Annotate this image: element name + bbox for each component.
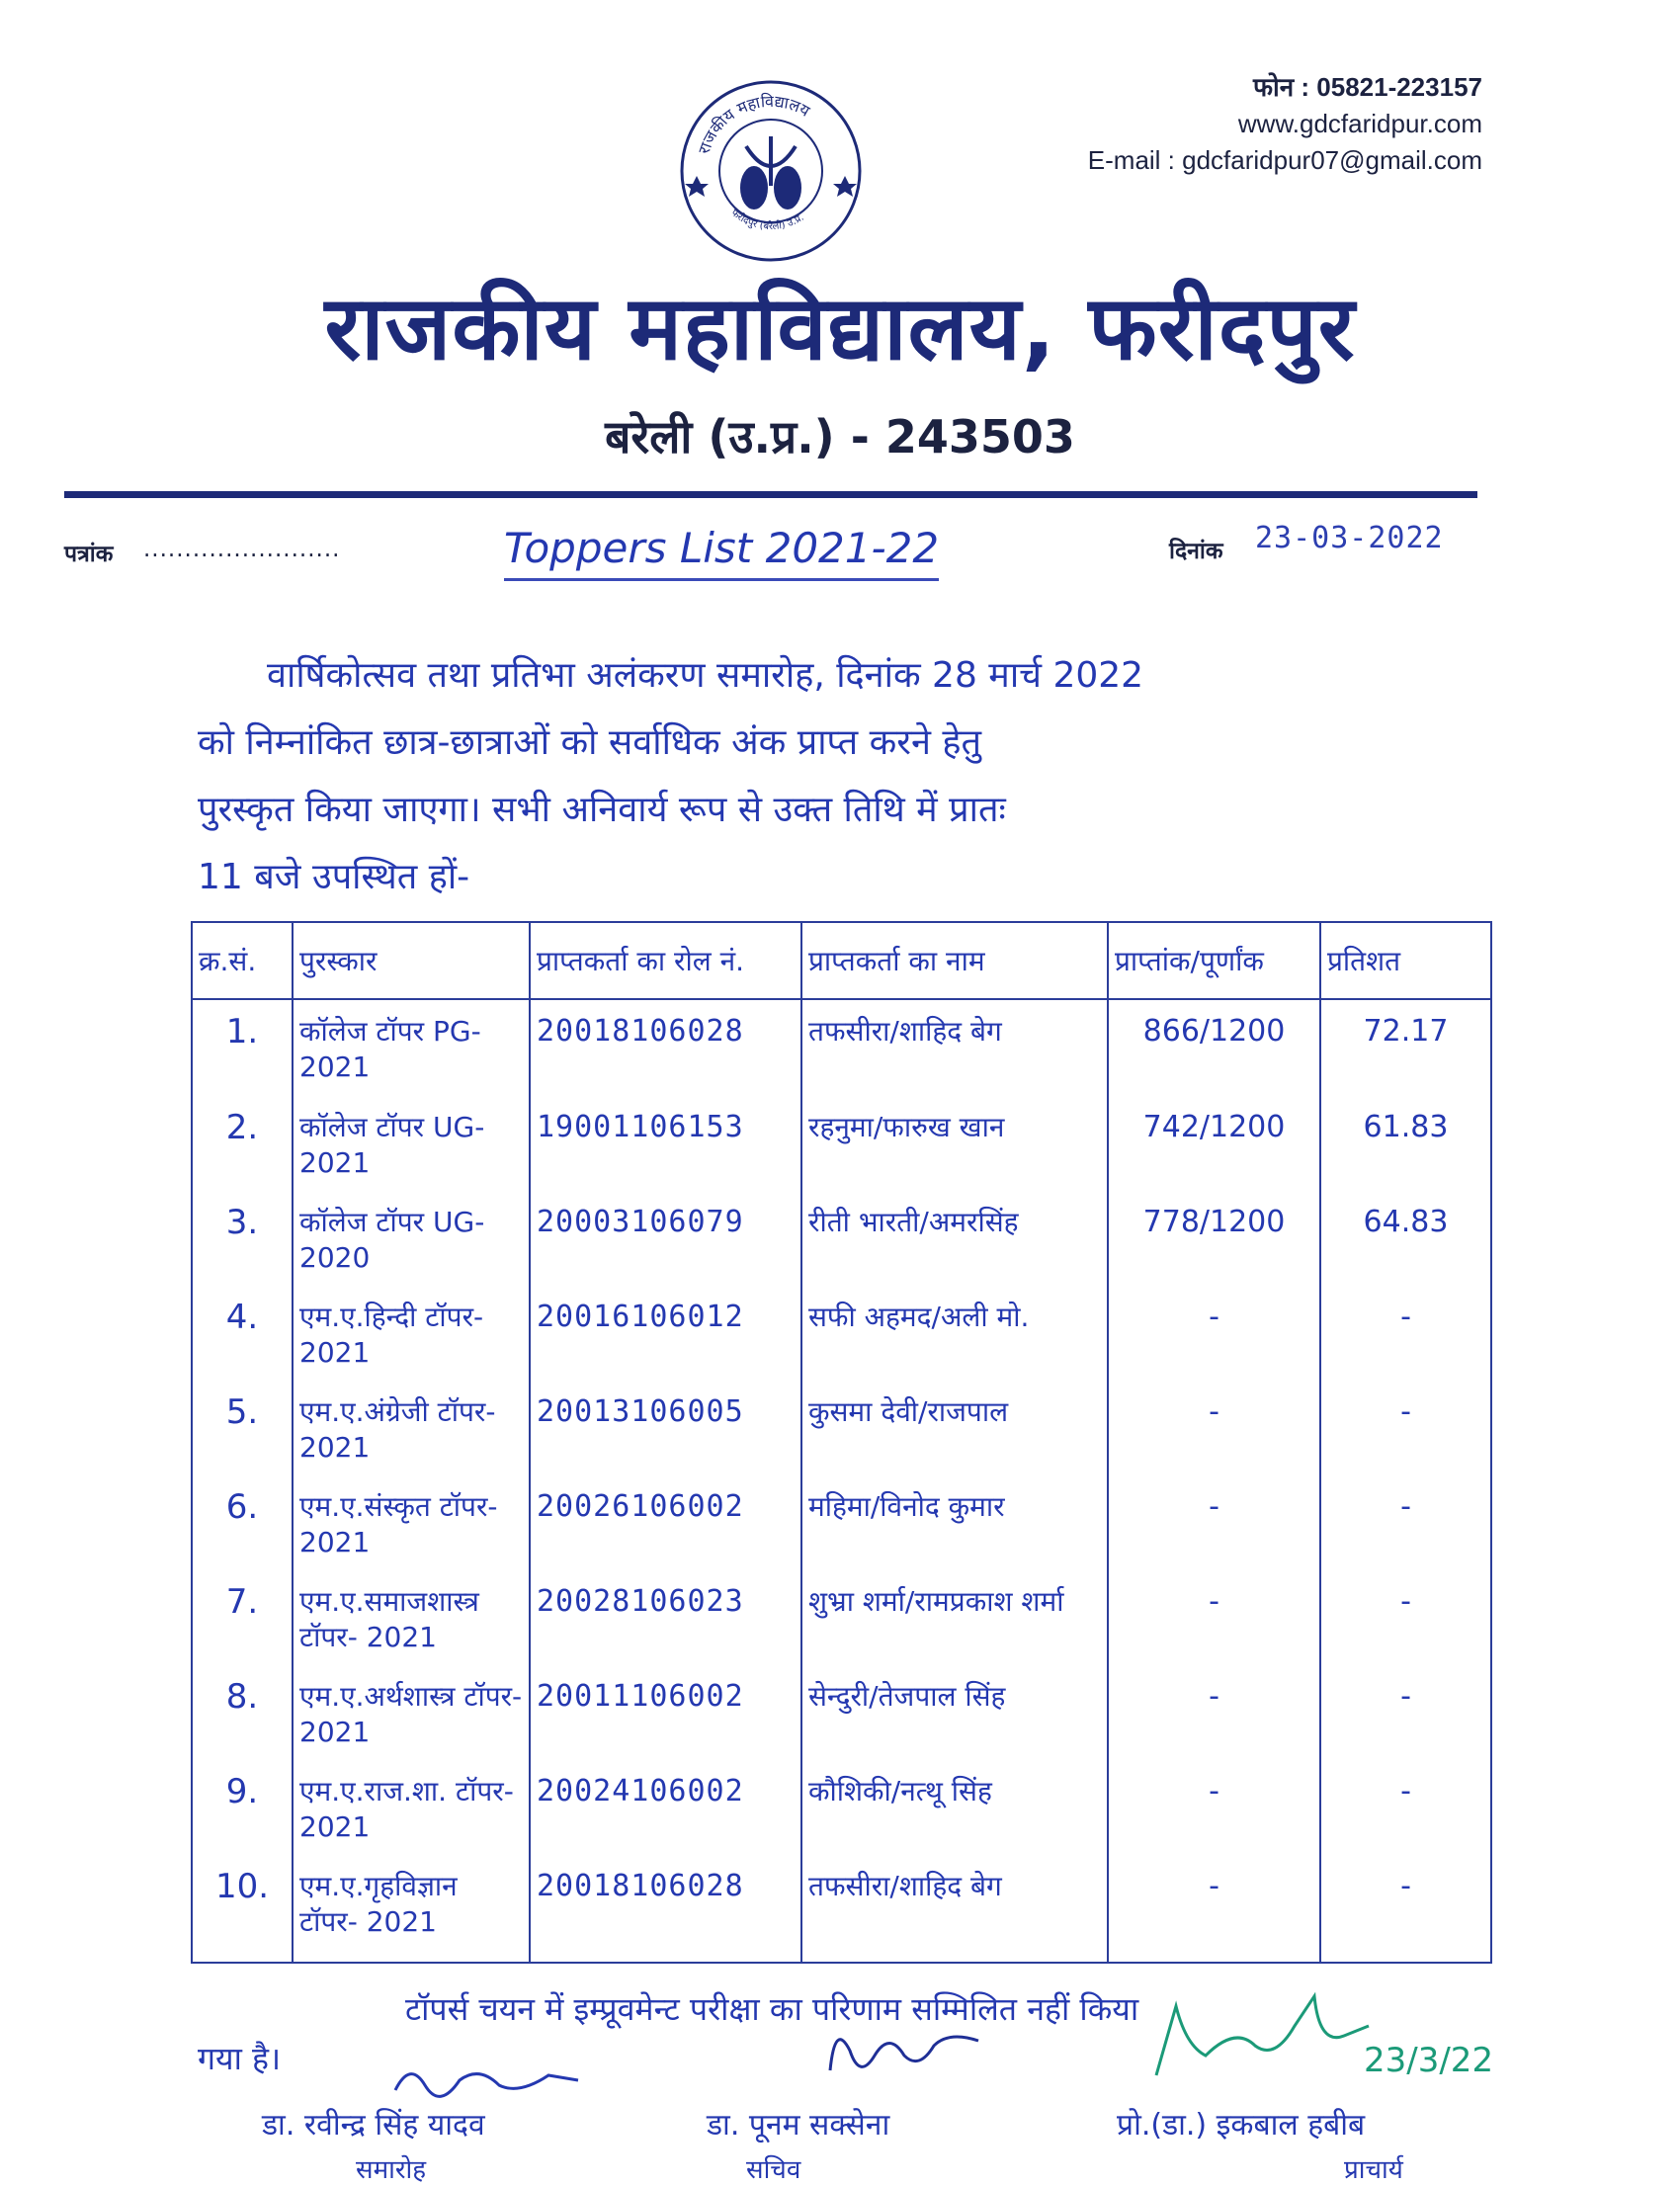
signature-3-role: प्राचार्य xyxy=(1344,2155,1403,2185)
toppers-table xyxy=(191,921,1492,1964)
signature-2-mark xyxy=(820,2011,988,2090)
cell-roll: 20018106028 xyxy=(530,999,801,1108)
college-address: बरेली (उ.प्र.) - 243503 xyxy=(605,410,1075,463)
col-header-marks: प्राप्तांक/पूर्णांक xyxy=(1108,922,1320,999)
table-header-row xyxy=(192,922,1491,999)
cell-award: एम.ए.संस्कृत टॉपर- 2021 xyxy=(293,1487,530,1582)
college-seal xyxy=(677,77,865,265)
cell-name: शुभ्रा शर्मा/रामप्रकाश शर्मा xyxy=(801,1582,1108,1677)
cell-marks: 742/1200 xyxy=(1108,1108,1320,1203)
table-row xyxy=(192,1203,1491,1298)
seal-bottom-text: फरीदपुर (बरेली) उ.प्र. xyxy=(728,208,806,233)
cell-name: रीती भारती/अमरसिंह xyxy=(801,1203,1108,1298)
header-divider xyxy=(64,491,1477,498)
date-value: 23-03-2022 xyxy=(1255,521,1444,555)
cell-name: रहनुमा/फारुख खान xyxy=(801,1108,1108,1203)
ref-number-blank: ........................ xyxy=(143,537,341,562)
signature-1-role: समारोह xyxy=(356,2155,427,2185)
signature-3-name: प्रो.(डा.) इकबाल हबीब xyxy=(1117,2108,1366,2143)
cell-award: एम.ए.गृहविज्ञान टॉपर- 2021 xyxy=(293,1867,530,1963)
cell-award: कॉलेज टॉपर UG- 2020 xyxy=(293,1203,530,1298)
cell-sno: 2. xyxy=(192,1108,293,1203)
cell-percent: - xyxy=(1320,1392,1491,1487)
cell-roll: 20024106002 xyxy=(530,1772,801,1867)
table-row xyxy=(192,1108,1491,1203)
cell-name: कौशिकी/नत्थू सिंह xyxy=(801,1772,1108,1867)
cell-name: महिमा/विनोद कुमार xyxy=(801,1487,1108,1582)
cell-percent: - xyxy=(1320,1867,1491,1963)
cell-roll: 20028106023 xyxy=(530,1582,801,1677)
cell-sno: 4. xyxy=(192,1298,293,1392)
cell-marks: - xyxy=(1108,1487,1320,1582)
cell-marks: - xyxy=(1108,1677,1320,1772)
cell-award: एम.ए.राज.शा. टॉपर- 2021 xyxy=(293,1772,530,1867)
signature-3-date: 23/3/22 xyxy=(1364,2041,1494,2080)
cell-roll: 19001106153 xyxy=(530,1108,801,1203)
seal-top-text: राजकीय महाविद्यालय xyxy=(694,91,813,157)
cell-percent: 61.83 xyxy=(1320,1108,1491,1203)
col-header-sno: क्र.सं. xyxy=(192,922,293,999)
cell-sno: 10. xyxy=(192,1867,293,1963)
paragraph-line: पुरस्कृत किया जाएगा। सभी अनिवार्य रूप से उक्त तिथि में प्रातः xyxy=(198,790,1006,830)
table-row xyxy=(192,1582,1491,1677)
cell-roll: 20026106002 xyxy=(530,1487,801,1582)
cell-name: तफसीरा/शाहिद बेग xyxy=(801,999,1108,1108)
cell-marks: - xyxy=(1108,1298,1320,1392)
college-name: राजकीय महाविद्यालय, फरीदपुर xyxy=(324,277,1356,380)
cell-marks: - xyxy=(1108,1582,1320,1677)
cell-sno: 7. xyxy=(192,1582,293,1677)
table-row xyxy=(192,1487,1491,1582)
signature-1-name: डा. रवीन्द्र सिंह यादव xyxy=(262,2108,485,2143)
cell-sno: 5. xyxy=(192,1392,293,1487)
paragraph-line: 11 बजे उपस्थित हों- xyxy=(198,857,470,897)
cell-roll: 20013106005 xyxy=(530,1392,801,1487)
cell-roll: 20003106079 xyxy=(530,1203,801,1298)
phone-number: फोन : 05821-223157 xyxy=(1252,72,1482,102)
note-line: गया है। xyxy=(198,2040,282,2077)
cell-marks: - xyxy=(1108,1867,1320,1963)
col-header-roll: प्राप्तकर्ता का रोल नं. xyxy=(530,922,801,999)
cell-roll: 20011106002 xyxy=(530,1677,801,1772)
col-header-name: प्राप्तकर्ता का नाम xyxy=(801,922,1108,999)
signature-1-mark xyxy=(390,2056,588,2105)
table-row xyxy=(192,999,1491,1108)
email-link[interactable]: E-mail : gdcfaridpur07@gmail.com xyxy=(1087,145,1482,175)
cell-marks: - xyxy=(1108,1392,1320,1487)
cell-sno: 6. xyxy=(192,1487,293,1582)
cell-sno: 8. xyxy=(192,1677,293,1772)
col-header-percent: प्रतिशत xyxy=(1320,922,1491,999)
cell-marks: 778/1200 xyxy=(1108,1203,1320,1298)
cell-sno: 1. xyxy=(192,999,293,1108)
cell-percent: - xyxy=(1320,1772,1491,1867)
cell-percent: - xyxy=(1320,1677,1491,1772)
cell-award: एम.ए.हिन्दी टॉपर- 2021 xyxy=(293,1298,530,1392)
table-row xyxy=(192,1392,1491,1487)
cell-award: कॉलेज टॉपर UG- 2021 xyxy=(293,1108,530,1203)
signature-3-mark xyxy=(1146,1986,1374,2085)
cell-sno: 9. xyxy=(192,1772,293,1867)
cell-marks: - xyxy=(1108,1772,1320,1867)
announcement-paragraph xyxy=(198,642,1512,911)
cell-name: सेन्दुरी/तेजपाल सिंह xyxy=(801,1677,1108,1772)
cell-percent: 72.17 xyxy=(1320,999,1491,1108)
cell-name: सफी अहमद/अली मो. xyxy=(801,1298,1108,1392)
cell-name: कुसमा देवी/राजपाल xyxy=(801,1392,1108,1487)
table-row xyxy=(192,1867,1491,1963)
signature-2-name: डा. पूनम सक्सेना xyxy=(707,2108,890,2143)
website-link[interactable]: www.gdcfaridpur.com xyxy=(1237,109,1482,138)
paragraph-line: को निम्नांकित छात्र-छात्राओं को सर्वाधिक अंक प्राप्त करने हेतु xyxy=(198,722,982,763)
table-row xyxy=(192,1677,1491,1772)
paragraph-line: वार्षिकोत्सव तथा प्रतिभा अलंकरण समारोह, दिनांक 28 मार्च 2022 xyxy=(267,655,1144,696)
document-title: Toppers List 2021-22 xyxy=(504,524,939,581)
cell-award: कॉलेज टॉपर PG- 2021 xyxy=(293,999,530,1108)
cell-percent: - xyxy=(1320,1582,1491,1677)
cell-marks: 866/1200 xyxy=(1108,999,1320,1108)
col-header-award: पुरस्कार xyxy=(293,922,530,999)
date-label: दिनांक xyxy=(1169,539,1223,564)
ref-number-label: पत्रांक xyxy=(64,542,114,567)
cell-roll: 20016106012 xyxy=(530,1298,801,1392)
cell-award: एम.ए.समाजशास्त्र टॉपर- 2021 xyxy=(293,1582,530,1677)
cell-percent: - xyxy=(1320,1487,1491,1582)
cell-percent: - xyxy=(1320,1298,1491,1392)
cell-roll: 20018106028 xyxy=(530,1867,801,1963)
signature-2-role: सचिव xyxy=(746,2155,801,2185)
cell-percent: 64.83 xyxy=(1320,1203,1491,1298)
cell-award: एम.ए.अंग्रेजी टॉपर- 2021 xyxy=(293,1392,530,1487)
contact-block xyxy=(1088,69,1482,179)
note-line: टॉपर्स चयन में इम्प्रूवमेन्ट परीक्षा का परिणाम सम्मिलित नहीं किया xyxy=(405,1990,1139,2028)
table-row xyxy=(192,1298,1491,1392)
cell-sno: 3. xyxy=(192,1203,293,1298)
cell-name: तफसीरा/शाहिद बेग xyxy=(801,1867,1108,1963)
cell-award: एम.ए.अर्थशास्त्र टॉपर- 2021 xyxy=(293,1677,530,1772)
table-row xyxy=(192,1772,1491,1867)
